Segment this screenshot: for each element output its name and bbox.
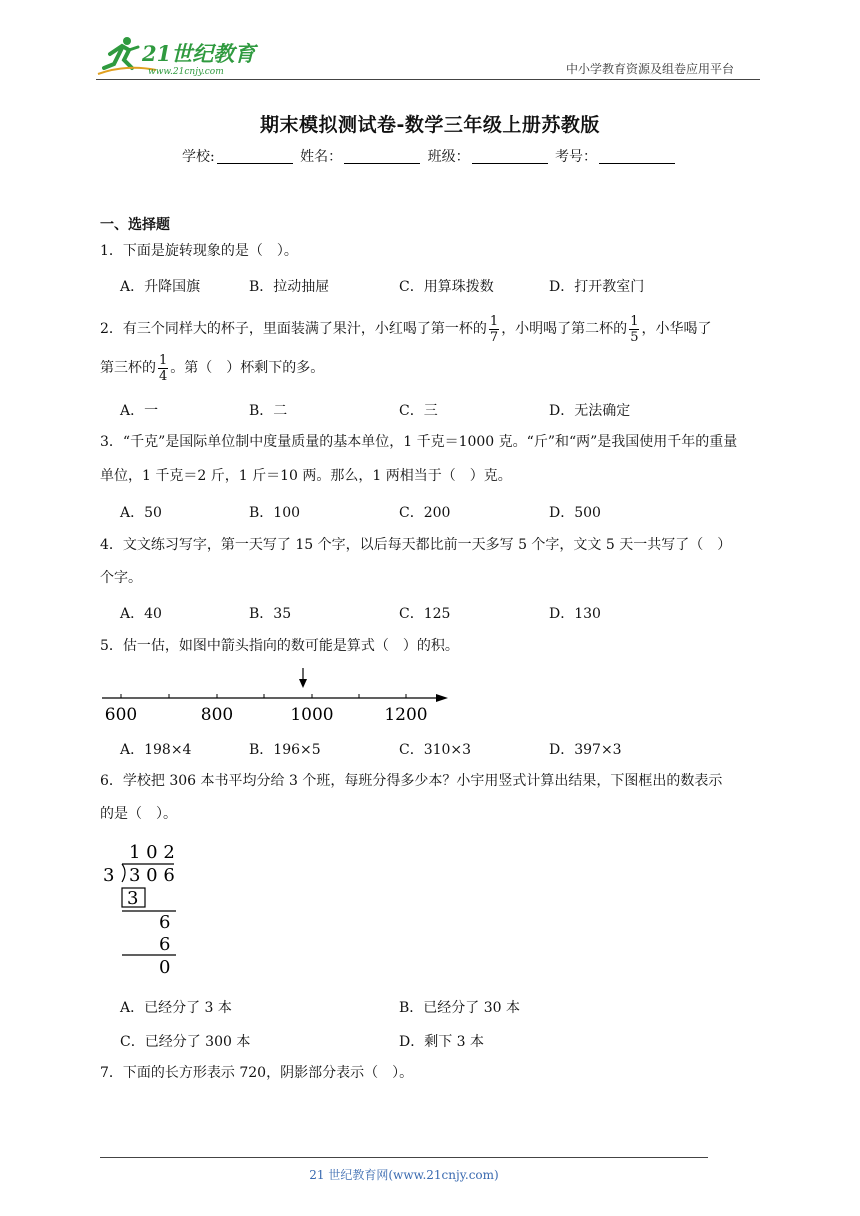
fraction-numerator: 1 (630, 313, 639, 329)
question-5-stem: 5．估一估，如图中箭头指向的数可能是算式（ ）的积。 (100, 638, 459, 654)
info-label-school: 学校: (181, 149, 215, 165)
question-4-stem-line1: 4．文文练习写字，第一天写了 15 个字，以后每天都比前一天多写 5 个字，文文 5 天一共写了（ ） (100, 537, 732, 553)
question-2-stem-line1 (100, 307, 711, 351)
q1-option-c[interactable]: C．用算珠拨数 (399, 279, 494, 295)
q6-option-d[interactable]: D．剩下 3 本 (399, 1034, 485, 1050)
student-info-line (0, 146, 860, 166)
number-line-label: 1200 (384, 705, 428, 725)
question-2-stem-line2 (100, 346, 324, 390)
down-arrow-icon (299, 679, 307, 688)
fraction-numerator: 1 (159, 352, 168, 368)
question-3-stem-line2: 单位，1 千克＝2 斤，1 斤＝10 两。那么，1 两相当于（ ）克。 (100, 468, 512, 484)
q1-option-a[interactable]: A．升降国旗 (120, 279, 201, 295)
number-line-arrowhead (436, 694, 448, 702)
logo-main-text: 21世纪教育 (142, 41, 256, 66)
q3-option-d[interactable]: D．500 (549, 505, 601, 521)
q6-option-c[interactable]: C．已经分了 300 本 (120, 1034, 251, 1050)
division-bracket (122, 864, 125, 882)
class-blank[interactable] (472, 149, 548, 164)
q5-option-c[interactable]: C．310×3 (399, 742, 472, 758)
q5-option-a[interactable]: A．198×4 (120, 742, 192, 758)
question-1-stem: 1．下面是旋转现象的是（ ）。 (100, 243, 298, 259)
q2-text-3: ，小华喝了 (641, 321, 712, 337)
name-blank[interactable] (344, 149, 420, 164)
header-divider (96, 79, 760, 80)
fraction-denominator: 5 (630, 329, 639, 345)
question-7-stem: 7．下面的长方形表示 720，阴影部分表示（ ）。 (100, 1065, 414, 1081)
division-remainder: 0 (159, 957, 171, 978)
footer-divider (100, 1157, 708, 1158)
question-3-stem-line1: 3．“千克”是国际单位制中度量质量的基本单位，1 千克＝1000 克。“斤”和“两”是我国使用千年的重量 (100, 434, 738, 450)
school-blank[interactable] (217, 149, 293, 164)
number-line-figure (100, 664, 460, 728)
q1-option-d[interactable]: D．打开教室门 (549, 279, 645, 295)
division-step-1: 6 (159, 912, 171, 933)
q4-option-d[interactable]: D．130 (549, 606, 601, 622)
division-quotient: 1 0 2 (129, 842, 175, 863)
division-dividend: 3 0 6 (129, 865, 175, 886)
q3-option-c[interactable]: C．200 (399, 505, 451, 521)
fraction-numerator: 1 (489, 313, 499, 329)
division-divisor: 3 (103, 865, 115, 886)
logo (96, 34, 261, 78)
info-label-class: 班级： (427, 149, 470, 165)
boxed-digit: 3 (127, 888, 139, 909)
division-step-2: 6 (159, 934, 171, 955)
logo-url-text: www.21cnjy.com (148, 67, 224, 77)
q2-text-5: 。第（ ）杯剩下的多。 (170, 360, 325, 376)
q2-option-b[interactable]: B．二 (249, 403, 288, 419)
page-title: 期末模拟测试卷-数学三年级上册苏教版 (260, 114, 600, 136)
q5-option-d[interactable]: D．397×3 (549, 742, 622, 758)
info-label-name: 姓名： (300, 149, 343, 165)
info-label-id: 考号： (555, 149, 598, 165)
q6-option-a[interactable]: A．已经分了 3 本 (120, 1000, 232, 1016)
q5-option-b[interactable]: B．196×5 (249, 742, 321, 758)
footer-text: 21 世纪教育网(www.21cnjy.com) (309, 1168, 499, 1182)
q4-option-b[interactable]: B．35 (249, 606, 292, 622)
number-line-label: 1000 (290, 705, 334, 725)
q3-option-b[interactable]: B．100 (249, 505, 301, 521)
q2-option-a[interactable]: A．一 (120, 403, 159, 419)
number-line-label: 600 (104, 705, 138, 725)
q4-option-a[interactable]: A．40 (120, 606, 162, 622)
q2-text-4: 第三杯的 (100, 360, 156, 376)
id-blank[interactable] (599, 149, 675, 164)
question-4-stem-line2: 个字。 (100, 570, 142, 586)
long-division-figure (98, 838, 188, 983)
fraction-denominator: 4 (159, 368, 168, 384)
q4-option-c[interactable]: C．125 (399, 606, 451, 622)
fraction-1-5 (629, 314, 639, 345)
q6-option-b[interactable]: B．已经分了 30 本 (399, 1000, 521, 1016)
question-6-stem-line2: 的是（ ）。 (100, 806, 177, 822)
fraction-denominator: 7 (489, 329, 499, 345)
fraction-1-7 (489, 314, 499, 345)
q2-option-d[interactable]: D．无法确定 (549, 403, 631, 419)
number-line-label: 800 (200, 705, 234, 725)
question-6-stem-line1: 6．学校把 306 本书平均分给 3 个班，每班分得多少本？小宇用竖式计算出结果，下图框出的数表示 (100, 773, 723, 789)
q3-option-a[interactable]: A．50 (120, 505, 162, 521)
section-heading: 一、选择题 (100, 217, 170, 233)
q2-option-c[interactable]: C．三 (399, 403, 438, 419)
q2-text-2: ，小明喝了第二杯的 (501, 321, 628, 337)
q2-text-1: 2．有三个同样大的杯子，里面装满了果汁，小红喝了第一杯的 (100, 321, 487, 337)
q1-option-b[interactable]: B．拉动抽屉 (249, 279, 330, 295)
site-slogan: 中小学教育资源及组卷应用平台 (566, 62, 735, 76)
fraction-1-4 (158, 353, 168, 384)
